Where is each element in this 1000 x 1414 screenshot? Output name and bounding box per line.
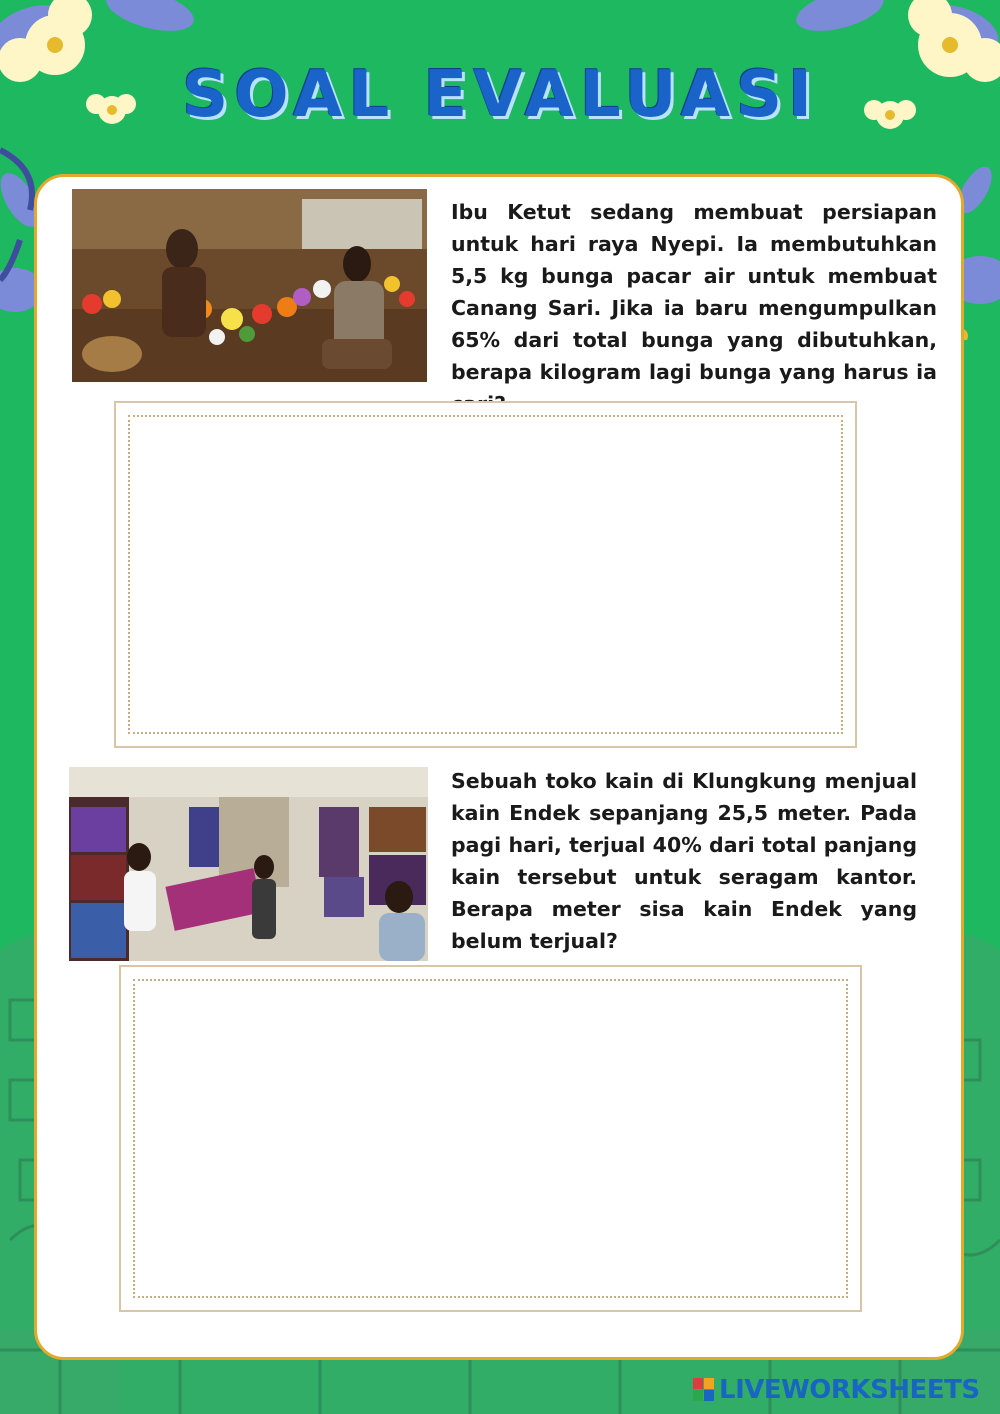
question-2-answer-box[interactable] bbox=[119, 965, 862, 1312]
question-1-photo bbox=[72, 189, 427, 382]
question-2-text: Sebuah toko kain di Klungkung menjual kain Endek sepanjang 25,5 meter. Pada pagi hari, terjual 40% dari total panjang kain tersebut untuk seragam kantor. Berapa meter sisa kain Endek yang belum terjual? bbox=[451, 769, 917, 953]
question-2-answer-input[interactable] bbox=[135, 981, 846, 1296]
question-2-answer-area bbox=[133, 979, 848, 1298]
question-1-text: Ibu Ketut sedang membuat persiapan untuk hari raya Nyepi. Ia membutuhkan 5,5 kg bunga pacar air untuk membuat Canang Sari. Jika ia baru mengumpulkan 65% dari total bunga yang dibutuhkan, berapa kilogram lagi bunga yang harus ia bbox=[451, 200, 937, 384]
question-2-photo bbox=[69, 767, 428, 961]
brand-name: LIVEWORKSHEETS bbox=[719, 1375, 980, 1405]
question-1-answer-area bbox=[128, 415, 843, 734]
question-1-answer-input[interactable] bbox=[130, 417, 841, 732]
page-title: SOAL EVALUASI bbox=[182, 58, 818, 132]
live-badge-icon bbox=[693, 1378, 715, 1402]
fabric-shop-photo-icon bbox=[69, 767, 428, 961]
liveworksheets-logo bbox=[693, 1374, 980, 1406]
question-1-answer-box[interactable] bbox=[114, 401, 857, 748]
flower-market-photo-icon bbox=[72, 189, 427, 382]
